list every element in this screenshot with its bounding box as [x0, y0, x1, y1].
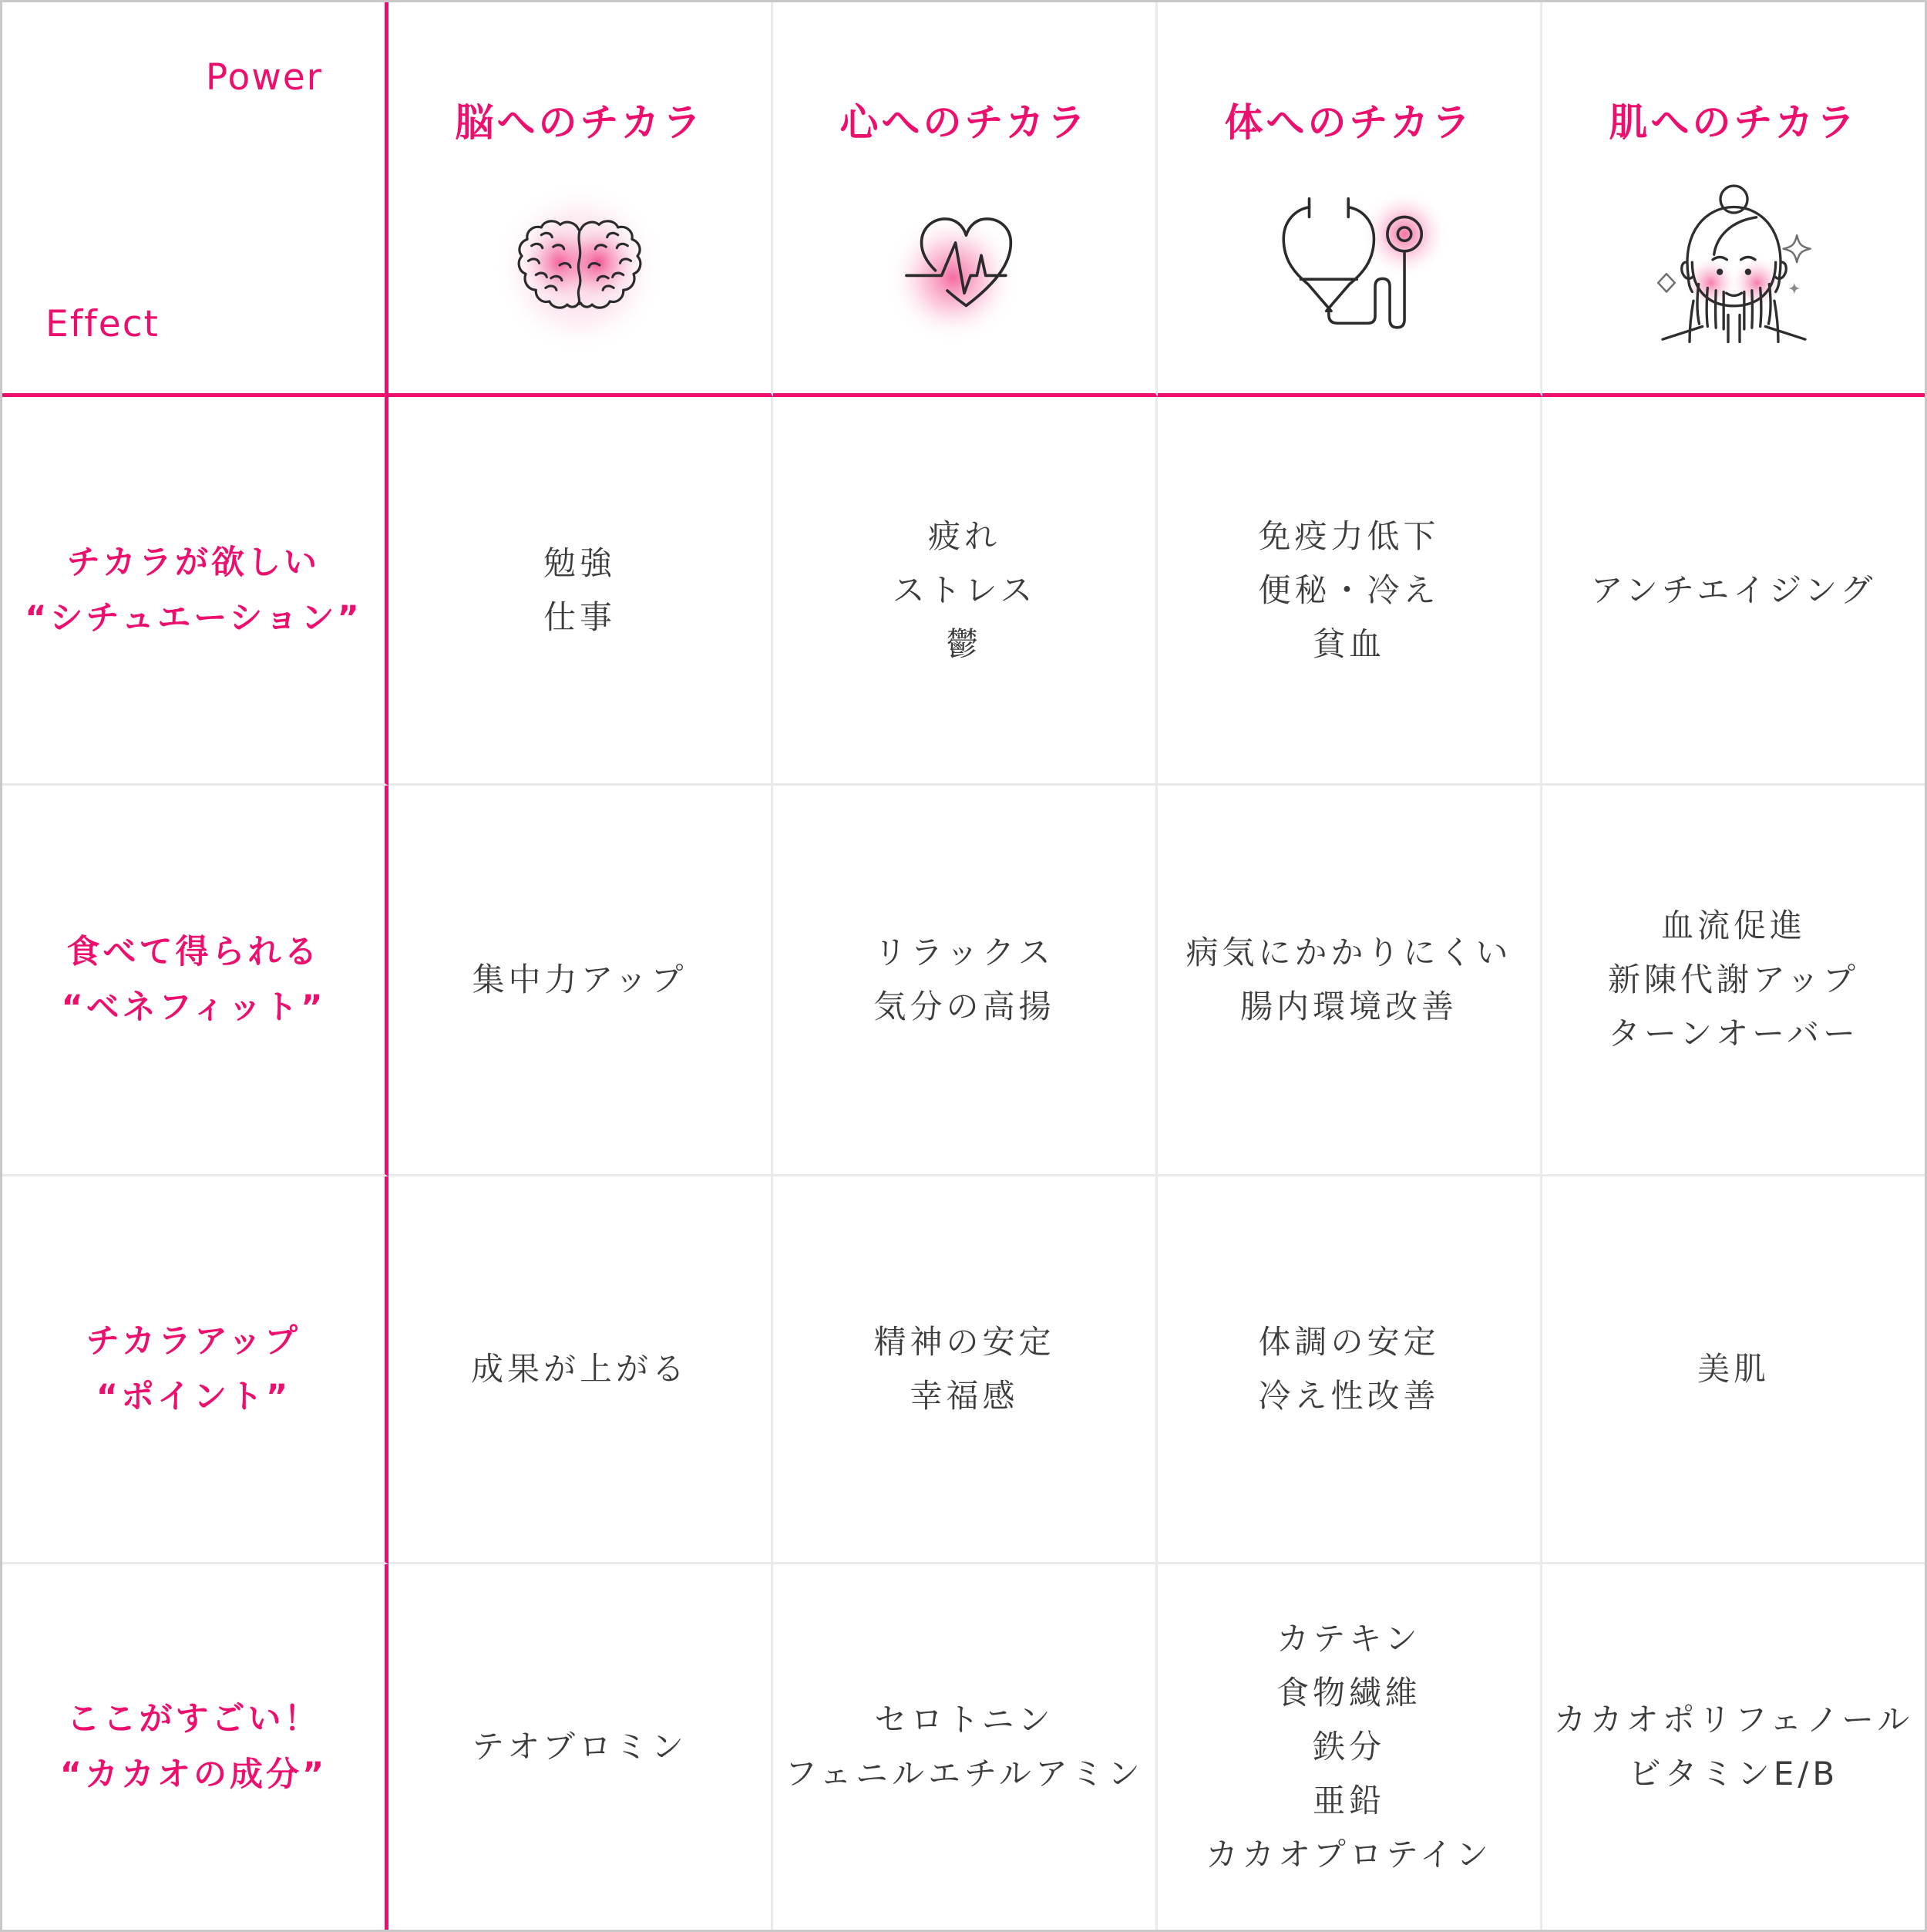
- text-line: 腸内環境改善: [1239, 988, 1458, 1025]
- cell-situation-heart: [773, 397, 1158, 786]
- text-line: 美肌: [1697, 1350, 1770, 1388]
- row-header-point: [2, 1176, 388, 1564]
- text-line: ビタミンE/B: [1628, 1755, 1839, 1792]
- text-line: 仕事: [543, 597, 616, 636]
- heart-icon-wrap: [773, 136, 1155, 393]
- column-title: 体へのチカラ: [1224, 100, 1474, 145]
- text-line: “ベネフィット”: [61, 988, 326, 1027]
- row-header-benefit: [2, 786, 388, 1176]
- text-line: フェニルエチルアミン: [785, 1755, 1144, 1792]
- stethoscope-icon: [1273, 189, 1425, 342]
- cell-benefit-brain: [388, 786, 773, 1176]
- text-line: 冷え性改善: [1258, 1377, 1440, 1415]
- text-line: 血流促進: [1660, 907, 1806, 944]
- corner-cell: [2, 2, 388, 397]
- row-header-component: [2, 1564, 388, 1930]
- text-line: カカオポリフェノール: [1553, 1701, 1914, 1738]
- cell-situation-brain: [388, 397, 773, 786]
- sparkle-icon: [1788, 283, 1800, 295]
- text-line: 新陳代謝アップ: [1607, 961, 1860, 998]
- text-line: 鉄分: [1312, 1728, 1385, 1765]
- power-axis-label: Power: [205, 56, 323, 99]
- column-title: 脳へのチカラ: [455, 100, 705, 145]
- cell-component-brain: [388, 1564, 773, 1930]
- text-line: 集中力アップ: [472, 961, 688, 998]
- text-line: 精神の安定: [873, 1323, 1055, 1361]
- heart-pulse-icon: [895, 205, 1034, 325]
- cell-component-heart: [773, 1564, 1158, 1930]
- brain-icon-wrap: [388, 136, 771, 393]
- shoulder-left: [1663, 327, 1703, 340]
- cell-point-heart: [773, 1176, 1158, 1564]
- brain-glow-right: [556, 220, 640, 304]
- text-line: 疲れ: [927, 517, 1000, 555]
- column-header-heart: [773, 2, 1158, 397]
- sparkle-icon: [1658, 274, 1675, 291]
- row-header-situation: [2, 397, 388, 786]
- text-line: “シチュエーション”: [25, 598, 362, 638]
- column-header-brain: [388, 2, 773, 397]
- cell-benefit-heart: [773, 786, 1158, 1176]
- cell-component-body: [1158, 1564, 1542, 1930]
- cell-situation-skin: [1542, 397, 1925, 786]
- cell-component-skin: [1542, 1564, 1925, 1930]
- text-line: 勉強: [543, 544, 616, 582]
- text-line: ターンオーバー: [1607, 1015, 1860, 1052]
- text-line: 貧血: [1312, 624, 1385, 663]
- cell-point-skin: [1542, 1176, 1925, 1564]
- column-title: 心へのチカラ: [839, 100, 1089, 145]
- text-line: 鬱: [946, 624, 983, 663]
- text-line: 成果が上がる: [470, 1350, 688, 1388]
- text-line: テオブロミン: [472, 1728, 688, 1765]
- brain-icon: [515, 211, 644, 319]
- text-line: 免疫力低下: [1258, 517, 1440, 555]
- text-line: 病気にかかりにくい: [1185, 934, 1512, 971]
- column-title: 肌へのチカラ: [1609, 100, 1858, 145]
- heart-glow: [885, 210, 1021, 345]
- text-line: 便秘・冷え: [1258, 571, 1440, 609]
- text-line: セロトニン: [874, 1701, 1054, 1738]
- cell-situation-body: [1158, 397, 1542, 786]
- text-line: 亜鉛: [1312, 1782, 1385, 1819]
- text-line: ここがすごい！: [66, 1700, 321, 1738]
- column-header-body: [1158, 2, 1542, 397]
- cell-point-body: [1158, 1176, 1542, 1564]
- text-line: 気分の高揚: [873, 988, 1055, 1025]
- stethoscope-icon-wrap: [1158, 136, 1540, 393]
- text-line: カテキン: [1276, 1620, 1421, 1658]
- text-line: 体調の安定: [1258, 1323, 1440, 1361]
- face-skincare-icon: [1647, 181, 1821, 348]
- shoulder-right: [1765, 327, 1805, 340]
- cell-point-brain: [388, 1176, 773, 1564]
- text-line: “ポイント”: [96, 1378, 291, 1416]
- text-line: アンチエイジング: [1590, 571, 1877, 609]
- cell-benefit-body: [1158, 786, 1542, 1176]
- column-header-skin: [1542, 2, 1925, 397]
- effect-axis-label: Effect: [45, 303, 160, 345]
- face-icon-wrap: [1542, 136, 1925, 393]
- text-line: ストレス: [892, 571, 1037, 609]
- text-line: チカラが欲しい: [66, 543, 321, 582]
- cell-benefit-skin: [1542, 786, 1925, 1176]
- text-line: 食べて得られる: [66, 933, 321, 971]
- text-line: チカラアップ: [86, 1322, 301, 1361]
- text-line: カカオプロテイン: [1206, 1836, 1492, 1873]
- text-line: リラックス: [874, 934, 1054, 971]
- text-line: “カカオの成分”: [59, 1755, 328, 1794]
- text-line: 食物繊維: [1276, 1674, 1421, 1712]
- sparkle-icon: [1783, 235, 1810, 262]
- text-line: 幸福感: [910, 1377, 1019, 1415]
